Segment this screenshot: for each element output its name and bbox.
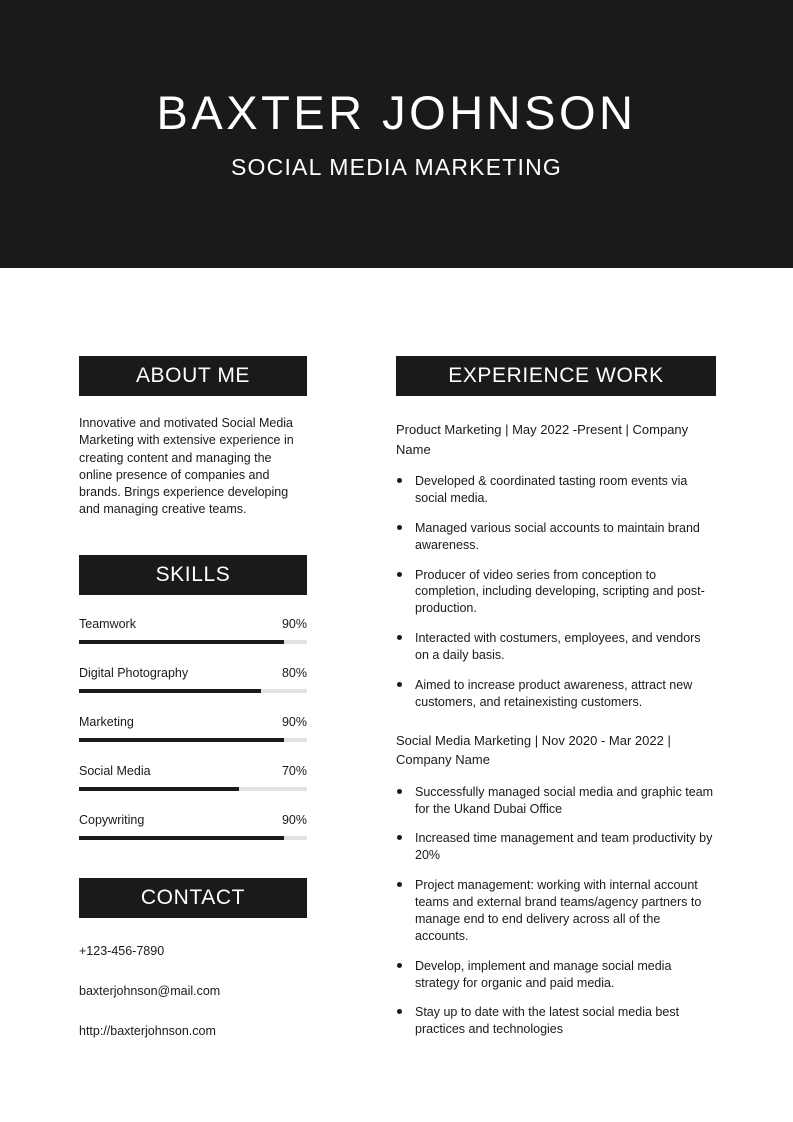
skill-fill — [79, 640, 284, 644]
contact-phone: +123-456-7890 — [79, 943, 165, 958]
job-bullet-list — [396, 784, 716, 1039]
contact-email[interactable]: baxterjohnson@mail.com — [79, 983, 221, 998]
resume-header — [0, 0, 793, 268]
job-bullet: Interacted with costumers, employees, and vendors on a daily basis. — [396, 630, 716, 664]
skill-value: 80% — [281, 665, 307, 680]
experience-item — [396, 731, 716, 1039]
skill-label: Copywriting — [79, 812, 145, 827]
job-bullet: Increased time management and team productivity by 20% — [396, 830, 716, 864]
job-bullet: Develop, implement and manage social media strategy for organic and paid media. — [396, 958, 716, 992]
skill-value: 90% — [281, 812, 307, 827]
job-bullet-list — [396, 473, 716, 711]
job-bullet: Successfully managed social media and graphic team for the Ukand Dubai Office — [396, 784, 716, 818]
skill-label: Teamwork — [79, 616, 136, 631]
experience-item — [396, 420, 716, 711]
about-heading: ABOUT ME — [79, 356, 307, 396]
skill-fill — [79, 738, 284, 742]
job-bullet: Managed various social accounts to maintain brand awareness. — [396, 520, 716, 554]
skill-label: Marketing — [79, 714, 134, 729]
right-column — [396, 356, 716, 1051]
job-title: Product Marketing | May 2022 -Present | Company Name — [396, 422, 689, 457]
contact-heading: CONTACT — [79, 878, 307, 918]
candidate-name: BAXTER JOHNSON — [156, 85, 637, 139]
job-title: Social Media Marketing | Nov 2020 - Mar 2022 | Company Name — [396, 732, 671, 768]
skill-item — [79, 617, 307, 644]
job-bullet: Developed & coordinated tasting room events via social media. — [396, 473, 716, 507]
skills-heading: SKILLS — [79, 555, 307, 595]
skill-track — [79, 787, 307, 791]
contact-website[interactable]: http://baxterjohnson.com — [79, 1023, 216, 1038]
skill-fill — [79, 689, 261, 693]
job-bullet: Aimed to increase product awareness, attract new customers, and retainexisting customers. — [396, 677, 716, 711]
contact-section — [79, 878, 307, 1038]
skill-item — [79, 666, 307, 693]
skill-value: 90% — [281, 714, 307, 729]
skill-track — [79, 738, 307, 742]
skill-value: 90% — [281, 616, 307, 631]
job-bullet: Project management: working with internal account teams and external brand teams/agency partners to manage end to end delivery across all of the accounts. — [396, 877, 716, 945]
job-bullet: Stay up to date with the latest social media best practices and technologies — [396, 1004, 716, 1038]
job-bullet: Producer of video series from conception to completion, including developing, scripting and post-production. — [396, 567, 716, 618]
skills-section — [79, 555, 307, 840]
skill-label: Social Media — [79, 763, 151, 778]
skill-fill — [79, 787, 239, 791]
skill-value: 70% — [281, 763, 307, 778]
about-text: Innovative and motivated Social Media Marketing with extensive experience in creating content and managing the online presence of companies and brands. Brings experience developing and managing creative teams. — [79, 416, 294, 517]
skill-track — [79, 689, 307, 693]
left-column — [79, 356, 307, 1038]
skill-track — [79, 640, 307, 644]
skill-item — [79, 715, 307, 742]
skill-label: Digital Photography — [79, 665, 189, 680]
skill-track — [79, 836, 307, 840]
experience-heading: EXPERIENCE WORK — [396, 356, 716, 396]
skill-item — [79, 813, 307, 840]
candidate-role: SOCIAL MEDIA MARKETING — [231, 154, 562, 181]
skill-item — [79, 764, 307, 791]
skill-fill — [79, 836, 284, 840]
